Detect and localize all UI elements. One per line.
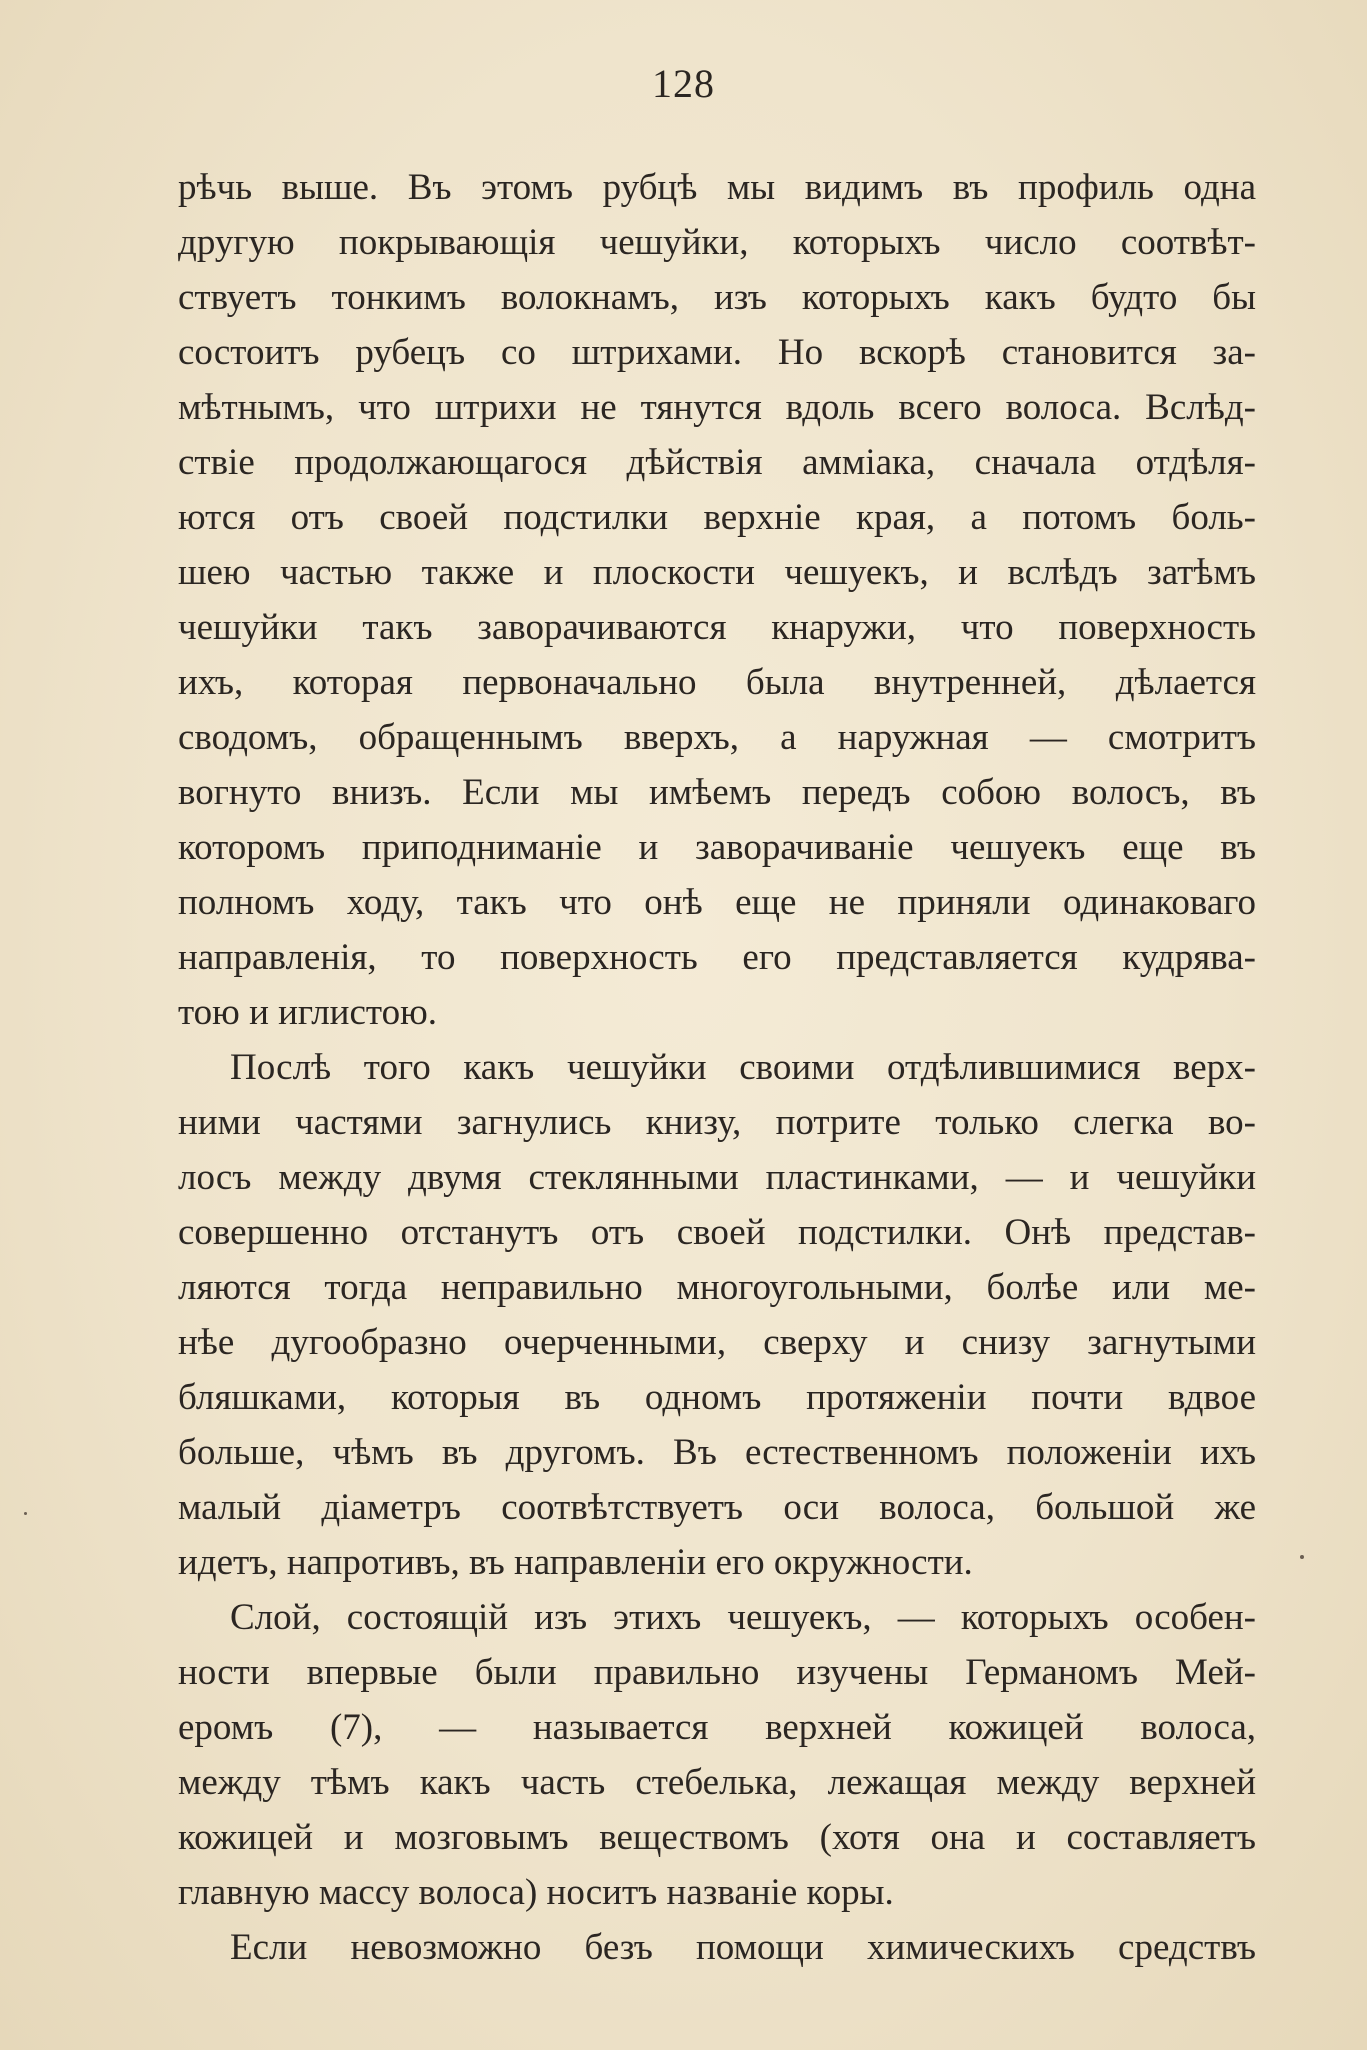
text-line: рѣчь выше. Въ этомъ рубцѣ мы видимъ въ профиль одна — [178, 167, 1256, 208]
text-line: еромъ (7), — называется верхней кожицей волоса, — [178, 1707, 1256, 1748]
text-line: идетъ, напротивъ, въ направленіи его окружности. — [178, 1542, 973, 1583]
paragraph — [178, 1040, 1256, 1590]
text-line: Если невозможно безъ помощи химическихъ средствъ — [230, 1927, 1256, 1968]
text-line: нѣе дугообразно очерченными, сверху и снизу загнутыми — [178, 1322, 1256, 1363]
text-line: мѣтнымъ, что штрихи не тянутся вдоль всего волоса. Вслѣд- — [178, 387, 1256, 428]
text-line: лосъ между двумя стеклянными пластинками, — и чешуйки — [178, 1157, 1256, 1198]
text-line: ляются тогда неправильно многоугольными, болѣе или ме- — [178, 1267, 1256, 1308]
text-line: Слой, состоящій изъ этихъ чешуекъ, — которыхъ особен- — [230, 1597, 1256, 1638]
text-line: другую покрывающія чешуйки, которыхъ число соотвѣт- — [178, 222, 1256, 263]
ink-speck — [1300, 1555, 1304, 1559]
paragraph — [178, 160, 1256, 1040]
text-line: бляшками, которыя въ одномъ протяженіи почти вдвое — [178, 1377, 1256, 1418]
text-line: ются отъ своей подстилки верхніе края, а потомъ боль- — [178, 497, 1256, 538]
text-line: больше, чѣмъ въ другомъ. Въ естественномъ положеніи ихъ — [178, 1432, 1256, 1473]
text-line: Послѣ того какъ чешуйки своими отдѣлившимися верх- — [230, 1047, 1256, 1088]
text-line: ствіе продолжающагося дѣйствія амміака, сначала отдѣля- — [178, 442, 1256, 483]
text-line: чешуйки такъ заворачиваются кнаружи, что поверхность — [178, 607, 1256, 648]
text-line: совершенно отстанутъ отъ своей подстилки. Онѣ представ- — [178, 1212, 1256, 1253]
paragraph — [178, 1920, 1256, 1975]
text-line: кожицей и мозговымъ веществомъ (хотя она и составляетъ — [178, 1817, 1256, 1858]
paragraph — [178, 1590, 1256, 1920]
text-line: шею частью также и плоскости чешуекъ, и вслѣдъ затѣмъ — [178, 552, 1256, 593]
text-line: сводомъ, обращеннымъ вверхъ, а наружная — смотритъ — [178, 717, 1256, 758]
body-text — [178, 160, 1256, 1975]
text-line: вогнуто внизъ. Если мы имѣемъ передъ собою волосъ, въ — [178, 772, 1256, 813]
text-line: ности впервые были правильно изучены Германомъ Мей- — [178, 1652, 1256, 1693]
text-line: ихъ, которая первоначально была внутренней, дѣлается — [178, 662, 1256, 703]
text-line: состоитъ рубецъ со штрихами. Но вскорѣ становится за- — [178, 332, 1256, 373]
page-number: 128 — [652, 61, 715, 106]
text-line: малый діаметръ соотвѣтствуетъ оси волоса, большой же — [178, 1487, 1256, 1528]
text-line: которомъ приподниманіе и заворачиваніе чешуекъ еще въ — [178, 827, 1256, 868]
text-line: тою и иглистою. — [178, 992, 437, 1033]
text-line: главную массу волоса) носитъ названіе коры. — [178, 1872, 894, 1913]
text-line: полномъ ходу, такъ что онѣ еще не приняли одинаковаго — [178, 882, 1256, 923]
text-line: направленія, то поверхность его представляется кудрява- — [178, 937, 1256, 978]
text-line: ствуетъ тонкимъ волокнамъ, изъ которыхъ какъ будто бы — [178, 277, 1256, 318]
text-line: ними частями загнулись книзу, потрите только слегка во- — [178, 1102, 1256, 1143]
text-line: между тѣмъ какъ часть стебелька, лежащая между верхней — [178, 1762, 1256, 1803]
ink-speck — [24, 1512, 27, 1515]
